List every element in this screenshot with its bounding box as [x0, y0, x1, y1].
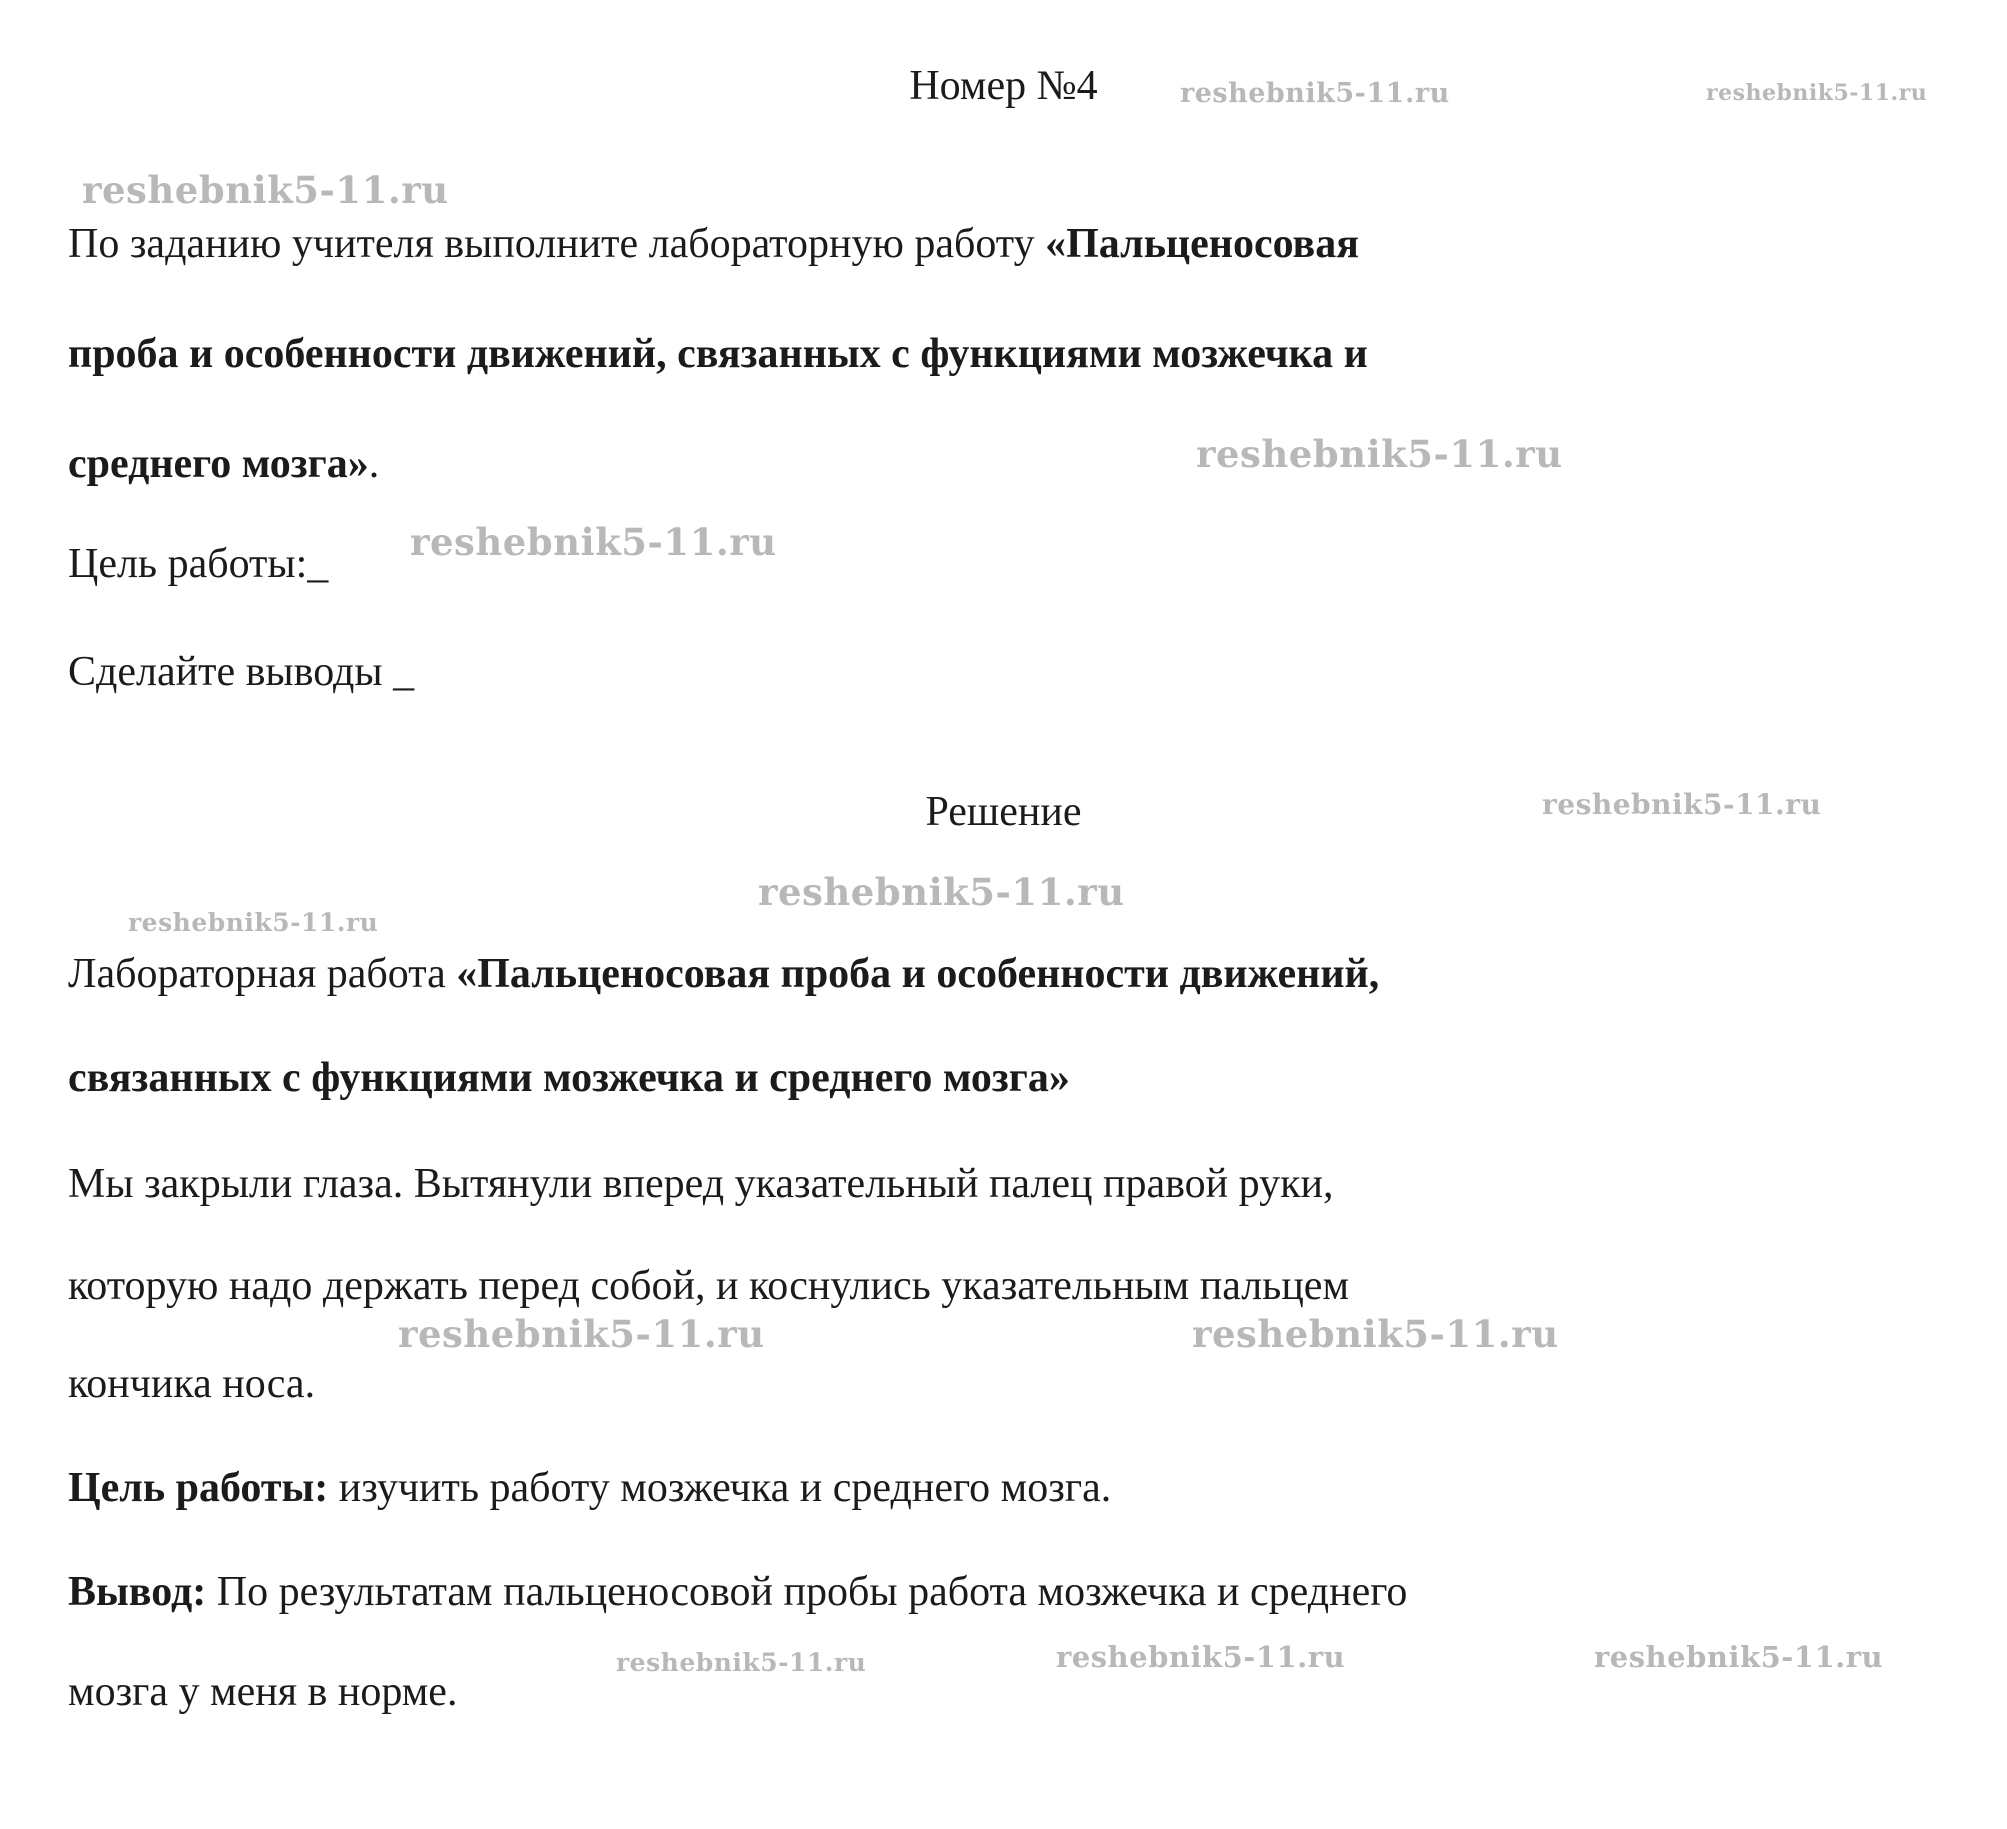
- task-goal-label: Цель работы:: [68, 541, 308, 587]
- watermark: reshebnik5-11.ru: [128, 908, 379, 937]
- task-line3-bold: среднего мозга»: [68, 441, 369, 487]
- watermark: reshebnik5-11.ru: [758, 870, 1125, 914]
- watermark: reshebnik5-11.ru: [1196, 432, 1563, 476]
- solution-goal-label: Цель работы:: [68, 1465, 329, 1511]
- task-line1-bold: «Пальценосовая: [1045, 221, 1359, 267]
- solution-lab-prefix: Лабораторная работа: [68, 951, 457, 997]
- solution-goal-text: изучить работу мозжечка и среднего мозга.: [328, 1465, 1112, 1511]
- solution-body-line-2: которую надо держать перед собой, и коснулись указательным пальцем: [68, 1263, 1350, 1309]
- task-statement-line-1: [68, 208, 1628, 280]
- solution-conclusion-line-1: [68, 1556, 1628, 1628]
- solution-conclusion-label: Вывод:: [68, 1569, 207, 1615]
- task-conclusion-line: [68, 636, 1628, 708]
- task-conclusion-blank: _: [393, 649, 415, 695]
- task-conclusion-label: Сделайте выводы: [68, 649, 383, 695]
- solution-lab-title-line-1: [68, 938, 1628, 1010]
- watermark: reshebnik5-11.ru: [398, 1312, 765, 1356]
- task-line1-prefix: По заданию учителя выполните лабораторную работу: [68, 221, 1046, 267]
- page-title: Номер №4: [909, 63, 1098, 109]
- task-goal-line: [68, 528, 1628, 600]
- watermark: reshebnik5-11.ru: [82, 168, 449, 212]
- solution-body-line-1: Мы закрыли глаза. Вытянули вперед указательный палец правой руки,: [68, 1161, 1334, 1207]
- task-goal-blank: _: [307, 541, 329, 587]
- task-statement-line-3: [68, 428, 1628, 500]
- solution-body-line-3: кончика носа.: [68, 1361, 316, 1407]
- solution-goal-line: [68, 1452, 1628, 1524]
- watermark: reshebnik5-11.ru: [1594, 1640, 1884, 1674]
- watermark: reshebnik5-11.ru: [1180, 78, 1450, 109]
- task-line2-bold: проба и особенности движений, связанных с функциями мозжечка и: [68, 331, 1368, 377]
- task-statement-line-2: [68, 318, 1628, 390]
- watermark: reshebnik5-11.ru: [1542, 788, 1822, 821]
- solution-conclusion-line-2: мозга у меня в норме.: [68, 1669, 458, 1715]
- solution-conclusion-text-1: По результатам пальценосовой пробы работа мозжечка и среднего: [206, 1569, 1408, 1615]
- watermark: reshebnik5-11.ru: [1192, 1312, 1559, 1356]
- solution-lab-title-line-2: [68, 1042, 1628, 1114]
- solution-heading: Решение: [925, 789, 1082, 835]
- solution-lab-bold-2: связанных с функциями мозжечка и среднего мозга»: [68, 1055, 1070, 1101]
- watermark: reshebnik5-11.ru: [1056, 1640, 1346, 1674]
- watermark: reshebnik5-11.ru: [410, 520, 777, 564]
- solution-lab-bold-1: «Пальценосовая проба и особенности движений,: [456, 951, 1380, 997]
- watermark: reshebnik5-11.ru: [616, 1648, 867, 1677]
- task-line3-suffix: .: [368, 441, 380, 487]
- watermark: reshebnik5-11.ru: [1706, 80, 1928, 106]
